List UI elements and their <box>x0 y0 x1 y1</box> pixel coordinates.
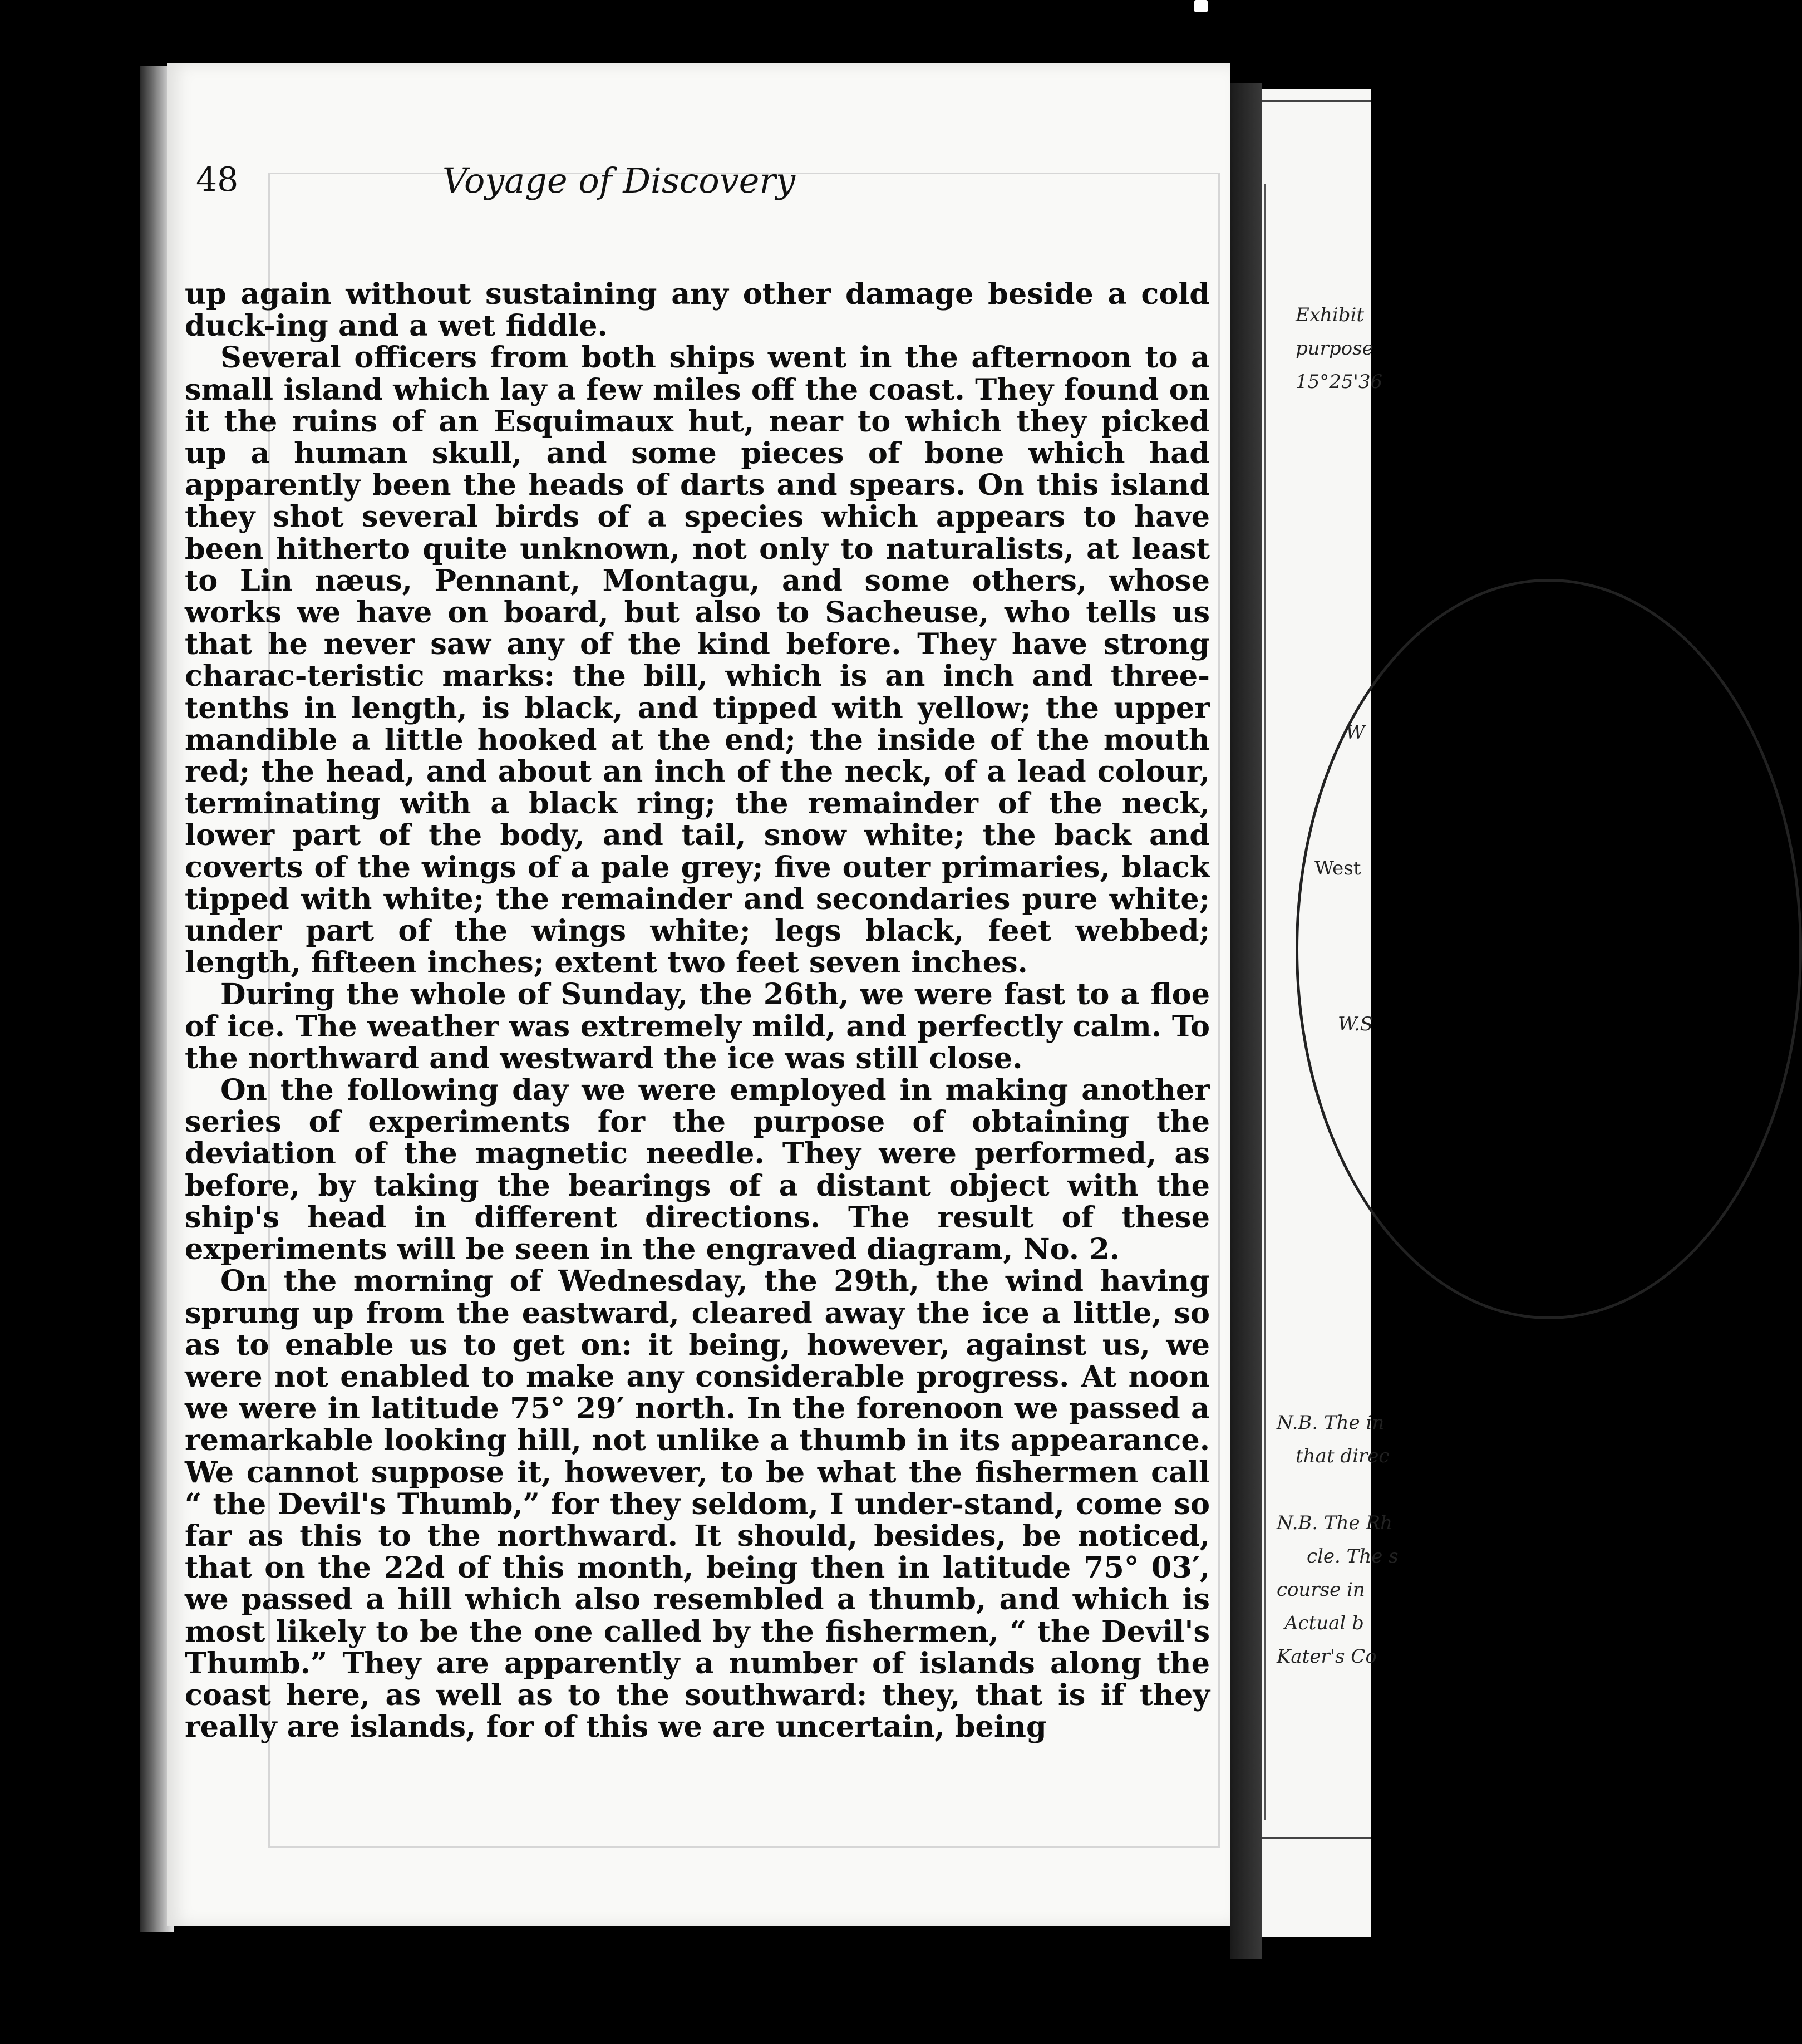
page-number: 48 <box>196 160 239 199</box>
plate-rule-top <box>1262 100 1371 102</box>
plate-fragment-3: 15°25'36 <box>1296 371 1383 393</box>
plate-fragment-8: that direc <box>1296 1445 1390 1467</box>
page-header <box>196 160 1042 227</box>
compass-diagram <box>1296 579 1802 1319</box>
plate-fragment-1: Exhibit <box>1296 304 1365 326</box>
page-gutter <box>1230 83 1262 1959</box>
plate-fragment-6: W.S <box>1338 1013 1373 1035</box>
paragraph-4: On the following day we were employed in making another series of experiments for the purpose of obtaining the deviation of the magnetic needle. They were performed, as before, by taking the bearings of a distant object with the ship's head in different directions. The result of these experiments will be seen in the engraved diagram, No. 2. <box>185 1073 1210 1267</box>
scan-speck <box>1194 0 1208 12</box>
plate-fragment-13: Kater's Co <box>1277 1645 1377 1668</box>
plate-fragment-9: N.B. The Rh <box>1277 1512 1392 1534</box>
paragraph-5: On the morning of Wednesday, the 29th, the wind having sprung up from the eastward, cleared away the ice a little, so as to enable us to get on: it being, however, against us, we were not enabled to make any considerable progress. At noon we were in latitude 75° 29′ north. In the forenoon we passed a remarkable looking hill, not unlike a thumb in its appearance. We cannot suppose it, however, to be what the fishermen call “ the Devil's Thumb,” for they seldom, I under-stand, come so far as this to the northward. It should, besides, be noticed, that on the 22d of this month, being then in latitude 75° 03′, we passed a hill which also resembled a thumb, and which is most likely to be the one called by the fishermen, “ the Devil's Thumb.” They are apparently a number of islands along the coast here, as well as to the southward: they, that is if they really are islands, for of this we are uncertain, being <box>185 1264 1210 1745</box>
plate-fragment-10: cle. The s <box>1307 1545 1399 1568</box>
paragraph-2: Several officers from both ships went in the afternoon to a small island which lay a few miles off the coast. They found on it the ruins of an Esquimaux hut, near to which they picked up a human skull, and some pieces of bone which had apparently been the heads of darts and spears. On this island they shot several birds of a species which appears to have been hitherto quite unknown, not only to naturalists, at least to Lin næus, Pennant, Montagu, and some others, whose works we have on board, but also to Sacheuse, who tells us that he never saw any of the kind before. They have strong charac-teristic marks: the bill, which is an inch and three-tenths in length, is black, and tipped with yellow; the upper mandible a little hooked at the end; the inside of the mouth red; the head, and about an inch of the neck, of a lead colour, terminating with a black ring; the remainder of the neck, lower part of the body, and tail, snow white; the back and coverts of the wings of a pale grey; five outer primaries, black tipped with white; the remainder and secondaries pure white; under part of the wings white; legs black, feet webbed; length, fifteen inches; extent two feet seven inches. <box>185 341 1210 980</box>
plate-fragment-2: purpose <box>1296 337 1373 360</box>
plate-rule-bottom <box>1262 1837 1371 1839</box>
plate-fragment-11: course in <box>1277 1579 1365 1601</box>
running-title: Voyage of Discovery <box>442 160 796 201</box>
plate-fragment-4: W <box>1346 721 1365 744</box>
plate-fragment-7: N.B. The in <box>1277 1412 1385 1434</box>
paragraph-3: During the whole of Sunday, the 26th, we were fast to a floe of ice. The weather was extremely mild, and perfectly calm. To the northward and westward the ice was still close. <box>185 977 1210 1075</box>
body-text <box>185 278 1210 1743</box>
plate-fragment-5: West <box>1314 857 1361 879</box>
facing-plate <box>1262 89 1399 1937</box>
paragraph-1: up again without sustaining any other damage beside a cold duck-ing and a wet fiddle. <box>185 277 1210 343</box>
plate-rule-left <box>1264 184 1266 1820</box>
plate-fragment-12: Actual b <box>1284 1612 1364 1634</box>
